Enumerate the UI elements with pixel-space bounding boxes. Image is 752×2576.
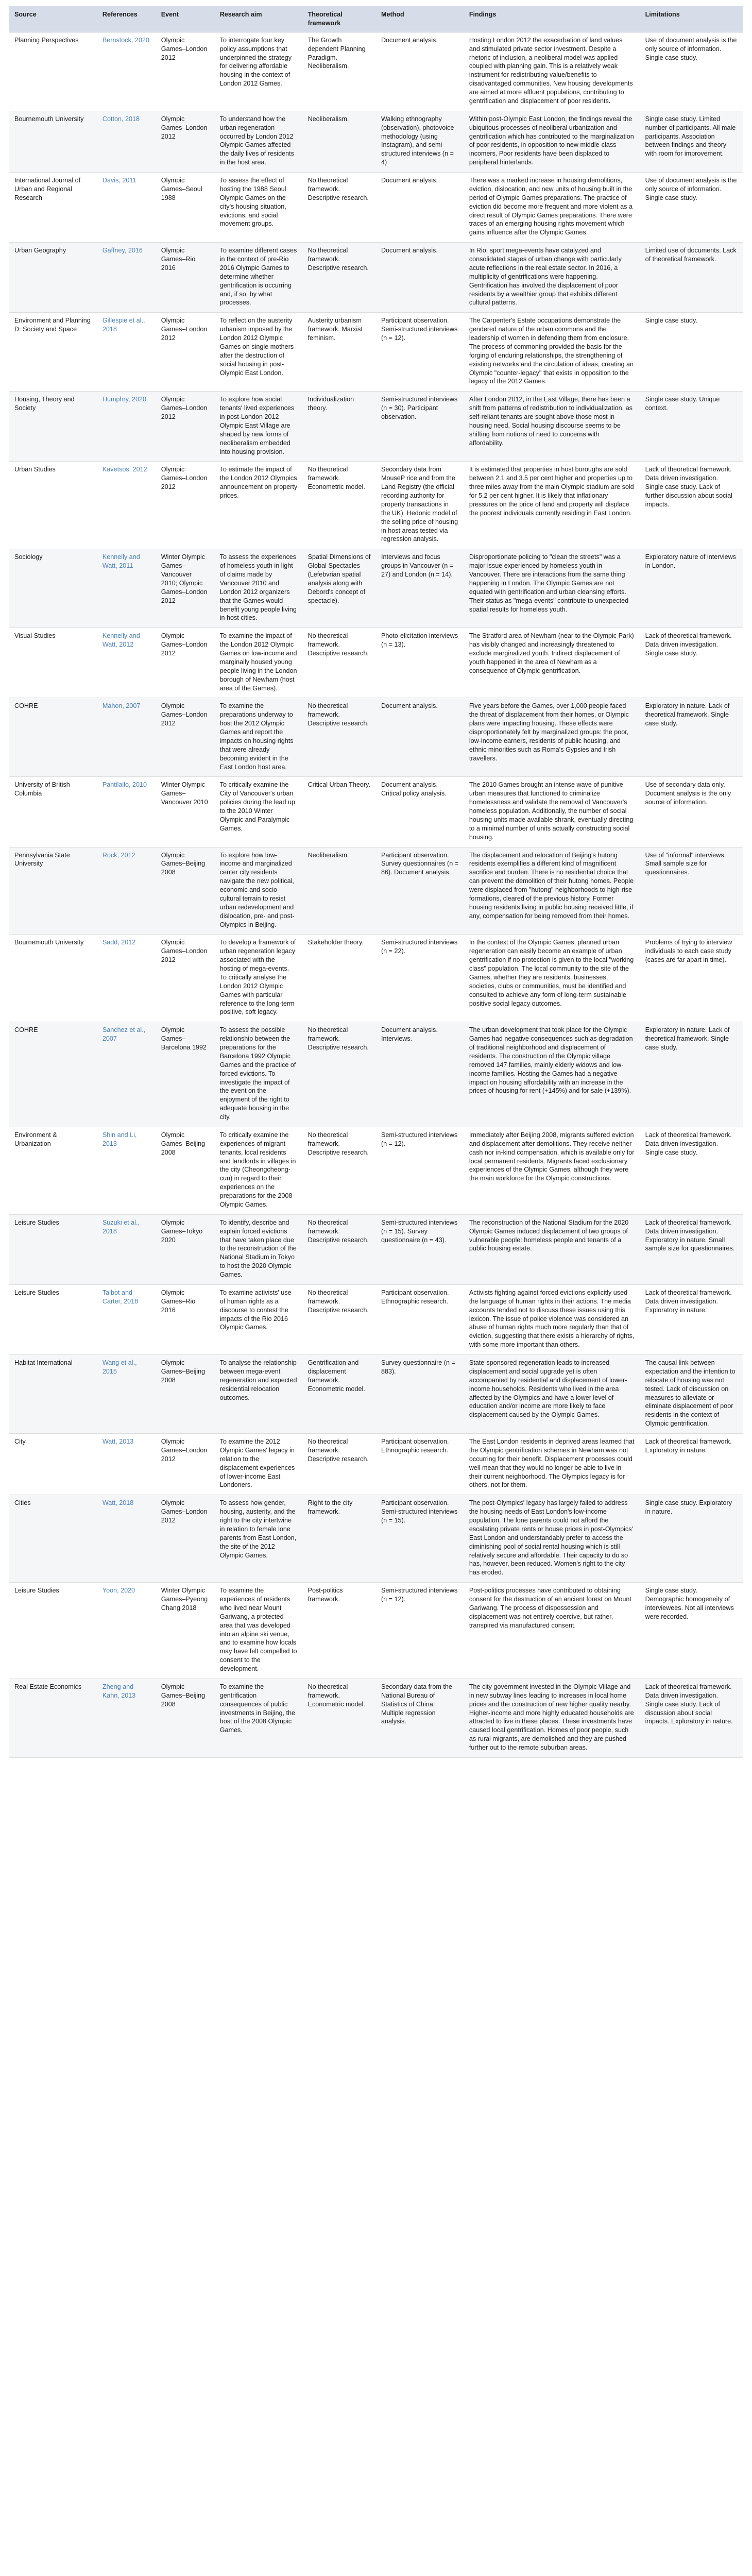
reference-link[interactable]: Suzuki et al., 2018 [97,1214,156,1284]
limitations-cell: Lack of theoretical framework. Data driven investigation. Exploratory in nature. [640,1284,743,1354]
research-aim-cell: To estimate the impact of the London 2012 Olympics announcement on property prices. [215,462,303,549]
findings-cell: Hosting London 2012 the exacerbation of land values and stimulated private sector investment. Despite a rhetoric of inclusion, a neoliberal model was applied coupled with planning gain. This is a relatively weak instrument for redistributing value/benefits to disadvantaged communities. New housing developments are aimed at more affluent populations, contributing to gentrification and displacement of poor residents. [464,32,640,111]
reference-link[interactable]: Bernstock, 2020 [97,32,156,111]
research-aim-cell: To examine the 2012 Olympic Games' legacy in relation to the displacement experiences of lower-income East Londoners. [215,1434,303,1495]
limitations-cell: Single case study. Unique context. [640,392,743,462]
findings-cell: The city government invested in the Olympic Village and in new subway lines leading to increases in local home prices and the construction of new higher quality nearby. Higher-income and more highly educated households are attracted to live in these places. These investments have caused local gentrification. Homes of poor people, such as rural migrants, are demolished and they are pushed further out to the remote suburban areas. [464,1679,640,1757]
table-row [9,243,743,313]
event-cell: Olympic Games–London 2012 [156,698,215,777]
event-cell: Olympic Games–Rio 2016 [156,1284,215,1354]
research-aim-cell: To examine different cases in the context of pre-Rio 2016 Olympic Games to determine whether gentrification is occurring and, if so, by what processes. [215,243,303,313]
research-aim-cell: To develop a framework of urban regeneration legacy associated with the hosting of mega-events. To critically analyse the London 2012 Olympic Games with particular reference to the long-term positive, soft legacy. [215,935,303,1022]
method-cell: Walking ethnography (observation), photovoice methodology (using Instagram), and semi-structured interviews (n = 4) [376,111,464,172]
source-cell: Environment & Urbanization [9,1127,97,1214]
reference-link[interactable]: Gillespie et al., 2018 [97,313,156,392]
table-row [9,698,743,777]
header-event: Event [156,6,215,32]
limitations-cell: Lack of theoretical framework. Data driven investigation. Single case study. [640,1127,743,1214]
reference-link[interactable]: Zheng and Kahn, 2013 [97,1679,156,1757]
source-cell: City [9,1434,97,1495]
limitations-cell: Use of document analysis is the only source of information. Single case study. [640,173,743,243]
theoretical-framework-cell: No theoretical framework. Descriptive research. [303,1127,376,1214]
limitations-cell: Problems of trying to interview individuals to each case study (cases are far apart in time). [640,935,743,1022]
method-cell: Participant observation. Semi-structured interviews (n = 15). [376,1495,464,1583]
method-cell: Survey questionnaire (n = 883). [376,1355,464,1434]
reference-link[interactable]: Watt, 2018 [97,1495,156,1583]
reference-link[interactable]: Davis, 2011 [97,173,156,243]
limitations-cell: Single case study. Limited number of participants. All male participants. Association between findings and theory with room for improvement. [640,111,743,172]
source-cell: Leisure Studies [9,1284,97,1354]
source-cell: Leisure Studies [9,1583,97,1679]
theoretical-framework-cell: Austerity urbanism framework. Marxist feminism. [303,313,376,392]
theoretical-framework-cell: No theoretical framework. Descriptive research. [303,628,376,698]
theoretical-framework-cell: No theoretical framework. Econometric model. [303,1679,376,1757]
limitations-cell: The causal link between expectation and the intention to relocate of housing was not tested. Lack of discussion on measures to alleviate or eliminate displacement of poor residents in the context of Olympic gentrification. [640,1355,743,1434]
method-cell: Participant observation. Ethnographic research. [376,1284,464,1354]
research-aim-cell: To reflect on the austerity urbanism imposed by the London 2012 Olympic Games on single mothers after the destruction of social housing in post-Olympic East London. [215,313,303,392]
method-cell: Participant observation. Semi-structured interviews (n = 12). [376,313,464,392]
limitations-cell: Lack of theoretical framework. Data driven investigation. Single case study. Lack of discussion about social impacts. Exploratory in nature. [640,1679,743,1757]
theoretical-framework-cell: Critical Urban Theory. [303,777,376,847]
event-cell: Olympic Games–Beijing 2008 [156,847,215,935]
source-cell: International Journal of Urban and Regional Research [9,173,97,243]
findings-cell: The displacement and relocation of Beijing's hutong residents exemplifies a different kind of magnificent sacrifice and burden. There is no residential choice that can prevent the demolition of their hutong homes. People were displaced from "hutong" neighborhoods to high-rise formations, cleared of the previous history. Former housing residents living in public housing received little, if any, compensation for being removed from their homes. [464,847,640,935]
limitations-cell: Use of "informal" interviews. Small sample size for questionnaires. [640,847,743,935]
findings-cell: Post-politics processes have contributed to obtaining consent for the destruction of an ancient forest on Mount Gariwang. The process of dispossession and displacement was not entirely coercive, but rather, transpired via manufactured consent. [464,1583,640,1679]
table-row [9,1214,743,1284]
theoretical-framework-cell: No theoretical framework. Descriptive research. [303,698,376,777]
source-cell: Visual Studies [9,628,97,698]
research-aim-cell: To identify, describe and explain forced evictions that have taken place due to the reconstruction of the National Stadium in Tokyo to host the 2020 Olympic Games. [215,1214,303,1284]
table-row [9,777,743,847]
findings-cell: The Carpenter's Estate occupations demonstrate the gendered nature of the urban commons and the leadership of women in defending them from enclosure. The process of commoning provided the basis for the forging of enduring relationships, the strengthening of existing networks and the circulation of ideas, creating an Olympic "counter-legacy" that exists in opposition to the legacy of the 2012 Games. [464,313,640,392]
table-row [9,392,743,462]
reference-link[interactable]: Talbot and Carter, 2018 [97,1284,156,1354]
event-cell: Winter Olympic Games–Vancouver 2010; Olympic Games–London 2012 [156,549,215,628]
research-aim-cell: To critically examine the City of Vancouver's urban policies during the lead up to the 2010 Winter Olympic and Paralympic Games. [215,777,303,847]
source-cell: Bournemouth University [9,111,97,172]
findings-cell: The urban development that took place for the Olympic Games had negative consequences such as degradation of traditional neighborhood and displacement of residents. The construction of the Olympic village removed 147 families, mainly elderly widows and low-income families. Hosting the Games had a negative impact on housing affordability with an increase in the prices of housing for rent (+145%) and for sale (+139%). [464,1022,640,1127]
method-cell: Participant observation. Ethnographic research. [376,1434,464,1495]
method-cell: Document analysis. Critical policy analysis. [376,777,464,847]
findings-cell: The Stratford area of Newham (near to the Olympic Park) has visibly changed and increasingly threatened to exclude marginalized youth. Indirect displacement of youth happened in the area of Newham as a consequence of Olympic gentrification. [464,628,640,698]
method-cell: Document analysis. [376,173,464,243]
event-cell: Winter Olympic Games–Vancouver 2010 [156,777,215,847]
research-aim-cell: To assess the effect of hosting the 1988 Seoul Olympic Games on the city's housing situation, evictions, and social movement groups. [215,173,303,243]
findings-cell: Within post-Olympic East London, the findings reveal the ubiquitous processes of neoliberal urbanization and gentrification which has contributed to the marginalization of poor residents, in opposition to new middle-class incomers. Poor residents have been displaced to peripheral hinterlands. [464,111,640,172]
findings-cell: The 2010 Games brought an intense wave of punitive urban measures that functioned to criminalize homelessness and validate the removal of Vancouver's homeless population. Additionally, the number of social housing units made available shrank, eventually directing to a minimal number of units actually constructing social housing. [464,777,640,847]
limitations-cell: Lack of theoretical framework. Data driven investigation. Single case study. [640,628,743,698]
source-cell: Urban Studies [9,462,97,549]
method-cell: Document analysis. Interviews. [376,1022,464,1127]
table-row [9,1284,743,1354]
findings-cell: Disproportionate policing to "clean the streets" was a major issue experienced by homeless youth in Vancouver. There are interactions from the same thing happening in London. The Olympic Games are not equated with gentrification and urban cleansing efforts. Their status as "mega-events" contribute to unexpected spatial results for homeless youth. [464,549,640,628]
event-cell: Olympic Games–London 2012 [156,313,215,392]
event-cell: Olympic Games–London 2012 [156,111,215,172]
header-source: Source [9,6,97,32]
table-row [9,1355,743,1434]
research-aim-cell: To examine the impact of the London 2012 Olympic Games on low-income and marginally housed young people living in the London borough of Newham (host area of the Games). [215,628,303,698]
table-row [9,32,743,111]
source-cell: Environment and Planning D: Society and Space [9,313,97,392]
theoretical-framework-cell: Spatial Dimensions of Global Spectacles (Lefebvrian spatial analysis along with Debord's concept of spectacle). [303,549,376,628]
reference-link[interactable]: Watt, 2013 [97,1434,156,1495]
findings-cell: In Rio, sport mega-events have catalyzed and consolidated stages of urban change with particularly acute reflections in the real estate sector. In 2016, a multiplicity of gentrifications were happening. Gentrification has involved the displacement of poor residents by a wealthier group that exhibits different cultural patterns. [464,243,640,313]
theoretical-framework-cell: No theoretical framework. Descriptive research. [303,173,376,243]
findings-cell: Immediately after Beijing 2008, migrants suffered eviction and displacement after demolitions. They receive neither cash nor in-kind compensation, which is available only for local permanent residents. Migrants faced exclusionary experiences of the Olympic Games, although they were the main workforce for the Olympic constructions. [464,1127,640,1214]
theoretical-framework-cell: No theoretical framework. Descriptive research. [303,1284,376,1354]
table-row [9,549,743,628]
event-cell: Winter Olympic Games–Pyeong Chang 2018 [156,1583,215,1679]
limitations-cell: Single case study. [640,313,743,392]
reference-link[interactable]: Kavetsos, 2012 [97,462,156,549]
reference-link[interactable]: Kennelly and Watt, 2012 [97,628,156,698]
method-cell: Document analysis. [376,32,464,111]
findings-cell: There was a marked increase in housing demolitions, eviction, dislocation, and new units of housing built in the period of Olympic Games preparations. The practice of eviction did become more frequent and more violent as a direct result of Olympic Games preparations. There were traces of an emerging housing rights movement which gains influence after the Olympic Games. [464,173,640,243]
source-cell: Urban Geography [9,243,97,313]
source-cell: University of British Columbia [9,777,97,847]
table-row [9,1434,743,1495]
reference-link[interactable]: Wang et al., 2015 [97,1355,156,1434]
header-theoretical-framework: Theoretical framework [303,6,376,32]
reference-link[interactable]: Shin and Li, 2013 [97,1127,156,1214]
method-cell: Photo-elicitation interviews (n = 13). [376,628,464,698]
reference-link[interactable]: Gaffney, 2016 [97,243,156,313]
reference-link[interactable]: Kennelly and Watt, 2011 [97,549,156,628]
method-cell: Document analysis. [376,243,464,313]
limitations-cell: Single case study. Demographic homogeneity of interviewees. Not all interviews were recorded. [640,1583,743,1679]
research-aim-cell: To assess the possible relationship between the preparations for the Barcelona 1992 Olympic Games and the practice of forced evictions. To investigate the impact of the event on the enjoyment of the right to adequate housing in the city. [215,1022,303,1127]
reference-link[interactable]: Mahon, 2007 [97,698,156,777]
table-body [9,32,743,1757]
reference-link[interactable]: Yoon, 2020 [97,1583,156,1679]
table-row [9,462,743,549]
theoretical-framework-cell: Individualization theory. [303,392,376,462]
event-cell: Olympic Games–Beijing 2008 [156,1127,215,1214]
limitations-cell: Exploratory nature of interviews in London. [640,549,743,628]
theoretical-framework-cell: Stakeholder theory. [303,935,376,1022]
source-cell: Housing, Theory and Society [9,392,97,462]
research-aim-cell: To assess the experiences of homeless youth in light of claims made by Vancouver 2010 and London 2012 organizers that the Games would benefit young people living in host cities. [215,549,303,628]
method-cell: Semi-structured interviews (n = 22). [376,935,464,1022]
source-cell: Sociology [9,549,97,628]
table-row [9,628,743,698]
method-cell: Secondary data from the National Bureau of Statistics of China. Multiple regression analysis. [376,1679,464,1757]
source-cell: Cities [9,1495,97,1583]
event-cell: Olympic Games–London 2012 [156,1495,215,1583]
source-cell: Real Estate Economics [9,1679,97,1757]
table-row [9,935,743,1022]
theoretical-framework-cell: The Growth dependent Planning Paradigm. Neoliberalism. [303,32,376,111]
findings-cell: It is estimated that properties in host boroughs are sold between 2.1 and 3.5 per cent higher and properties up to three miles away from the main Olympic stadium are sold for 5.2 per cent higher. It is likely that inflationary pressures on the price of land and property will displace the poorest individuals currently residing in East London. [464,462,640,549]
event-cell: Olympic Games–Barcelona 1992 [156,1022,215,1127]
theoretical-framework-cell: No theoretical framework. Descriptive research. [303,1434,376,1495]
findings-cell: Five years before the Games, over 1,000 people faced the threat of displacement from their homes, or Olympic plans were impacting housing. These effects were disproportionately felt by marginalized groups: the poor, low-income earners, residents of public housing, and ethnic minorities such as Roma's Gypsies and Irish travellers. [464,698,640,777]
findings-cell: After London 2012, in the East Village, there has been a shift from patterns of redistribution to individualization, as self-reliant tenants are sought above those most in housing need. Social housing discourse seems to be shifting from notions of need to concerns with affordability. [464,392,640,462]
limitations-cell: Lack of theoretical framework. Data driven investigation. Single case study. Lack of further discussion about social impacts. [640,462,743,549]
research-aim-cell: To assess how gender, housing, austerity, and the right to the city intertwine in relation to female lone parents from East London, the site of the 2012 Olympic Games. [215,1495,303,1583]
findings-cell: The reconstruction of the National Stadium for the 2020 Olympic Games induced displacement of two groups of vulnerable people: homeless people and tenants of a public housing estate. [464,1214,640,1284]
literature-table [9,6,743,1758]
method-cell: Semi-structured interviews (n = 30). Participant observation. [376,392,464,462]
method-cell: Participant observation. Survey questionnaires (n = 86). Document analysis. [376,847,464,935]
source-cell: COHRE [9,698,97,777]
theoretical-framework-cell: No theoretical framework. Econometric model. [303,462,376,549]
source-cell: Habitat International [9,1355,97,1434]
event-cell: Olympic Games–Tokyo 2020 [156,1214,215,1284]
source-cell: Planning Perspectives [9,32,97,111]
event-cell: Olympic Games–London 2012 [156,32,215,111]
table-row [9,847,743,935]
theoretical-framework-cell: No theoretical framework. Descriptive research. [303,243,376,313]
table-row [9,313,743,392]
table-row [9,1495,743,1583]
research-aim-cell: To critically examine the experiences of migrant tenants, local residents and landlords in villages in the city (Cheongcheong-cun) in regard to their experiences on the preparations for the 2008 Olympic Games. [215,1127,303,1214]
event-cell: Olympic Games–London 2012 [156,1434,215,1495]
research-aim-cell: To explore how social tenants' lived experiences in post-London 2012 Olympic East Village are shaped by new forms of neoliberalism embedded into housing provision. [215,392,303,462]
theoretical-framework-cell: Right to the city framework. [303,1495,376,1583]
limitations-cell: Exploratory in nature. Lack of theoretical framework. Single case study. [640,1022,743,1127]
event-cell: Olympic Games–Rio 2016 [156,243,215,313]
event-cell: Olympic Games–Seoul 1988 [156,173,215,243]
research-aim-cell: To interrogate four key policy assumptions that underpinned the strategy for delivering affordable housing in the context of London 2012 Games. [215,32,303,111]
research-aim-cell: To examine the gentrification consequences of public investments in Beijing, the host of the 2008 Olympic Games. [215,1679,303,1757]
research-aim-cell: To understand how the urban regeneration occurred by London 2012 Olympic Games affected the daily lives of residents in the host area. [215,111,303,172]
header-limitations: Limitations [640,6,743,32]
reference-link[interactable]: Sanchez et al., 2007 [97,1022,156,1127]
theoretical-framework-cell: Post-politics framework. [303,1583,376,1679]
event-cell: Olympic Games–London 2012 [156,392,215,462]
source-cell: COHRE [9,1022,97,1127]
table-row [9,1679,743,1757]
method-cell: Document analysis. [376,698,464,777]
method-cell: Semi-structured interviews (n = 12). [376,1583,464,1679]
theoretical-framework-cell: Neoliberalism. [303,111,376,172]
limitations-cell: Single case study. Exploratory in nature. [640,1495,743,1583]
header-row [9,6,743,32]
findings-cell: State-sponsored regeneration leads to increased displacement and social upgrade yet is often accompanied by residential and displacement of lower-income households. Residents who lived in the area affected by the Olympics and have a lower level of education and/or income are more likely to face displacement caused by the Olympic Games. [464,1355,640,1434]
research-aim-cell: To examine the experiences of residents who lived near Mount Gariwang, a protected area that was developed into an alpine ski venue, and to examine how locals may have felt compelled to consent to the development. [215,1583,303,1679]
reference-link[interactable]: Humphry, 2020 [97,392,156,462]
event-cell: Olympic Games–Beijing 2008 [156,1679,215,1757]
source-cell: Leisure Studies [9,1214,97,1284]
table-row [9,173,743,243]
event-cell: Olympic Games–London 2012 [156,935,215,1022]
reference-link[interactable]: Cotton, 2018 [97,111,156,172]
limitations-cell: Lack of theoretical framework. Exploratory in nature. [640,1434,743,1495]
table-row [9,1022,743,1127]
header-findings: Findings [464,6,640,32]
method-cell: Secondary data from MouseP rice and from the Land Registry (the official recording authority for property transactions in the UK). Hedonic model of the selling price of housing in host areas tested via regression analysis. [376,462,464,549]
method-cell: Semi-structured interviews (n = 15). Survey questionnaire (n = 43). [376,1214,464,1284]
table-row [9,1583,743,1679]
theoretical-framework-cell: Neoliberalism. [303,847,376,935]
source-cell: Pennsylvania State University [9,847,97,935]
theoretical-framework-cell: No theoretical framework. Descriptive research. [303,1214,376,1284]
event-cell: Olympic Games–London 2012 [156,462,215,549]
research-aim-cell: To examine activists' use of human rights as a discourse to contest the impacts of the Rio 2016 Olympic Games. [215,1284,303,1354]
table-row [9,1127,743,1214]
findings-cell: The post-Olympics' legacy has largely failed to address the housing needs of East London's low-income population. The lone parents could not afford the escalating private rents or house prices in post-Olympics' East London and understandably prefer to access the diminishing pool of social rental housing which is still relatively secure and affordable. Their capacity to do so has, however, been reduced. Women's right to the city has eroded. [464,1495,640,1583]
theoretical-framework-cell: Gentrification and displacement framework. Econometric model. [303,1355,376,1434]
header-method: Method [376,6,464,32]
method-cell: Semi-structured interviews (n = 12). [376,1127,464,1214]
table-row [9,111,743,172]
reference-link[interactable]: Pantilailo, 2010 [97,777,156,847]
research-aim-cell: To examine the preparations underway to host the 2012 Olympic Games and report the impacts on housing rights that were already becoming evident in the East London host area. [215,698,303,777]
limitations-cell: Use of secondary data only. Document analysis is the only source of information. [640,777,743,847]
event-cell: Olympic Games–London 2012 [156,628,215,698]
reference-link[interactable]: Rock, 2012 [97,847,156,935]
research-aim-cell: To analyse the relationship between mega-event regeneration and expected residential relocation outcomes. [215,1355,303,1434]
header-research-aim: Research aim [215,6,303,32]
method-cell: Interviews and focus groups in Vancouver (n = 27) and London (n = 14). [376,549,464,628]
limitations-cell: Limited use of documents. Lack of theoretical framework. [640,243,743,313]
table-header [9,6,743,32]
event-cell: Olympic Games–Beijing 2008 [156,1355,215,1434]
limitations-cell: Use of document analysis is the only source of information. Single case study. [640,32,743,111]
limitations-cell: Lack of theoretical framework. Data driven investigation. Exploratory in nature. Small sample size for questionnaires. [640,1214,743,1284]
limitations-cell: Exploratory in nature. Lack of theoretical framework. Single case study. [640,698,743,777]
theoretical-framework-cell: No theoretical framework. Descriptive research. [303,1022,376,1127]
research-aim-cell: To explore how low-income and marginalized center city residents navigate the new political, economic and socio-cultural terrain to resist urban redevelopment and dislocation, pre- and post-Olympics in Beijing. [215,847,303,935]
source-cell: Bournemouth University [9,935,97,1022]
findings-cell: The East London residents in deprived areas learned that the Olympic gentrification schemes in Newham was not occurring for their benefit. Displacement processes could well mean that they would no longer be able to live in their current neighborhood. The Olympics legacy is for others, not for them. [464,1434,640,1495]
findings-cell: In the context of the Olympic Games, planned urban regeneration can easily become an example of urban gentrification if no protection is given to the local "working class" population. The local community to the site of the Games, whether they are residents, businesses, societies, clubs or communities, must be identified and consulted to achieve any form of long-term sustainable positive social legacy outcomes. [464,935,640,1022]
header-references: References [97,6,156,32]
findings-cell: Activists fighting against forced evictions explicitly used the language of human rights in their actions. The media accounts tended not to discuss these issues using this lexicon. The issue of police violence was considered an abuse of human rights much more regularly than that of eviction, suggesting that there exists a hierarchy of rights, with some more important than others. [464,1284,640,1354]
reference-link[interactable]: Sadd, 2012 [97,935,156,1022]
